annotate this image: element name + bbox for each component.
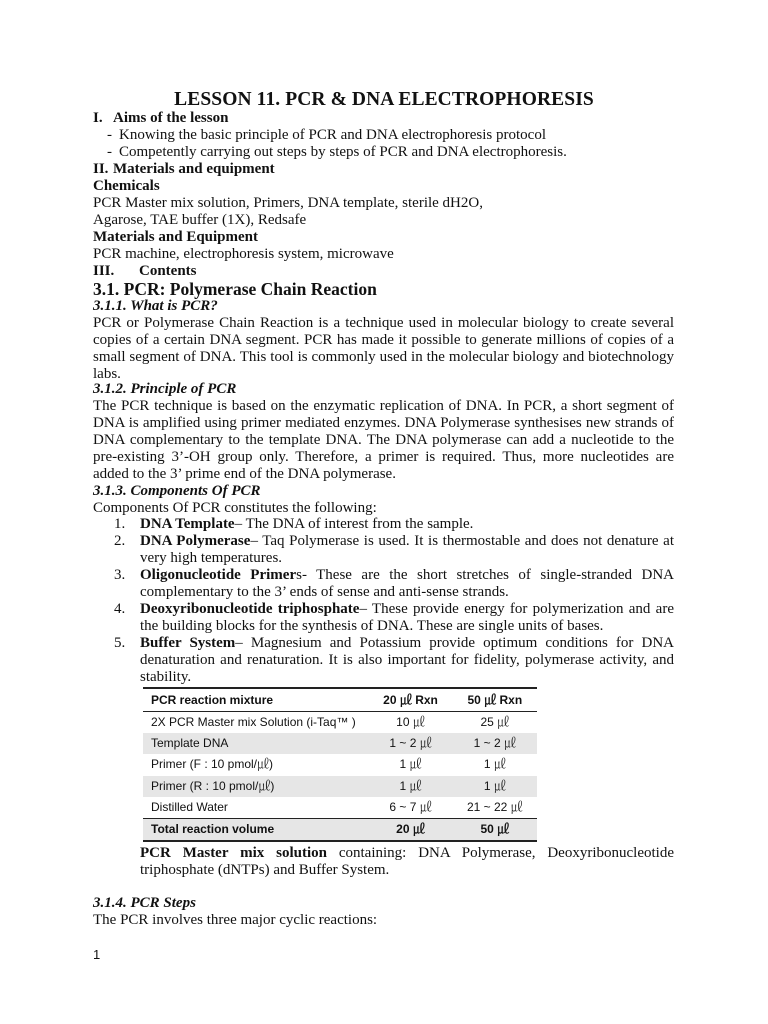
section-3-1-1-text: PCR or Polymerase Chain Reaction is a technique used in molecular biology to create several copies of a certain DNA segment. PCR has made it possible to generate millions of copies of a small segment of DNA. This tool is commonly used in the molecular biology and biotechnology labs. [93, 315, 674, 382]
section-3-1-heading: 3.1. PCR: Polymerase Chain Reaction [93, 279, 377, 299]
section-3-1-3-intro: Components Of PCR constitutes the following: [93, 500, 377, 516]
table-row: Distilled Water 6 ~ 7 ㎕ 21 ~ 22 ㎕ [151, 799, 523, 814]
pcr-reaction-table [143, 687, 537, 842]
section-3-1-2 [93, 381, 674, 483]
list-item: 5. Buffer System– Magnesium and Potassium provide optimum conditions for DNA denaturation and renaturation. It is also important for fidelity, polymerase activity, and stability. [114, 635, 674, 685]
section-3-1-2-text: The PCR technique is based on the enzymatic replication of DNA. In PCR, a short segment of DNA is amplified using primer mediated enzymes. DNA Polymerase synthesises new strands of DNA complementary to the template DNA. The DNA polymerase can add a nucleotide to the pre-existing 3’-OH group only. Therefore, a primer is required. Thus, more nucleotides are added to the 3’ prime end of the DNA polymerase. [93, 398, 674, 482]
contents-heading-text: Contents [139, 263, 197, 279]
table-row: Primer (R : 10 pmol/㎕) 1 ㎕ 1 ㎕ [143, 776, 537, 797]
materials-heading-text: Materials and equipment [113, 161, 275, 177]
equipment-line: PCR machine, electrophoresis system, microwave [93, 246, 394, 262]
aims-numeral: I. [93, 110, 103, 126]
master-mix-note: PCR Master mix solution containing: DNA Polymerase, Deoxyribonucleotide triphosphate (dNTPs) and Buffer System. [140, 845, 674, 878]
materials-numeral: II. [93, 161, 109, 177]
list-item: 2. DNA Polymerase– Taq Polymerase is used. It is thermostable and does not denature at very high temperatures. [114, 533, 674, 566]
section-3-1-4 [93, 895, 674, 929]
materials-section [93, 161, 674, 280]
section-3-1-2-heading: 3.1.2. Principle of PCR [93, 381, 237, 397]
aims-heading [93, 110, 674, 127]
section-3-1-3-heading: 3.1.3. Components Of PCR [93, 483, 261, 499]
equipment-heading: Materials and Equipment [93, 229, 259, 245]
section-3-1-3 [93, 483, 674, 517]
list-item: 1. DNA Template– The DNA of interest from the sample. [114, 516, 474, 532]
table-row: Primer (F : 10 pmol/㎕) 1 ㎕ 1 ㎕ [151, 757, 506, 772]
chemicals-line: PCR Master mix solution, Primers, DNA template, sterile dH2O, [93, 195, 483, 211]
lesson-title: LESSON 11. PCR & DNA ELECTROPHORESIS [174, 89, 594, 110]
contents-heading [93, 263, 674, 280]
table-row: 2X PCR Master mix Solution (i-Taq™ ) 10 ㎕ 25 ㎕ [151, 715, 510, 730]
aims-heading-text: Aims of the lesson [113, 110, 229, 126]
aim-item: - Knowing the basic principle of PCR and DNA electrophoresis protocol [107, 127, 547, 143]
section-3-1-4-text: The PCR involves three major cyclic reactions: [93, 912, 378, 928]
section-3-1-1-heading: 3.1.1. What is PCR? [93, 298, 218, 314]
aim-item: - Competently carrying out steps by steps of PCR and DNA electrophoresis. [107, 144, 567, 160]
table-header: 50 ㎕ Rxn [453, 688, 537, 712]
list-item: 3. Oligonucleotide Primers- These are the short stretches of single-stranded DNA complementary to the 3’ ends of sense and anti-sense strands. [114, 567, 674, 600]
chemicals-heading: Chemicals [93, 178, 160, 194]
chemicals-line: Agarose, TAE buffer (1X), Redsafe [93, 212, 307, 228]
table-header: PCR reaction mixture [143, 688, 368, 712]
table-row: Template DNA 1 ~ 2 ㎕ 1 ~ 2 ㎕ [143, 733, 537, 754]
aims-section [93, 110, 674, 161]
table-total-row: Total reaction volume 20 ㎕ 50 ㎕ [143, 818, 537, 841]
list-item: 4. Deoxyribonucleotide triphosphate– These provide energy for polymerization and are the building blocks for the synthesis of DNA. These are single units of bases. [114, 601, 674, 634]
contents-numeral: III. [93, 263, 115, 279]
table-header-row [143, 688, 537, 712]
table-header: 20 ㎕ Rxn [368, 688, 452, 712]
page-number: 1 [93, 947, 101, 962]
section-3-1-4-heading: 3.1.4. PCR Steps [93, 895, 196, 911]
materials-heading [93, 161, 674, 178]
components-list [109, 516, 674, 686]
section-3-1-1 [93, 298, 674, 383]
